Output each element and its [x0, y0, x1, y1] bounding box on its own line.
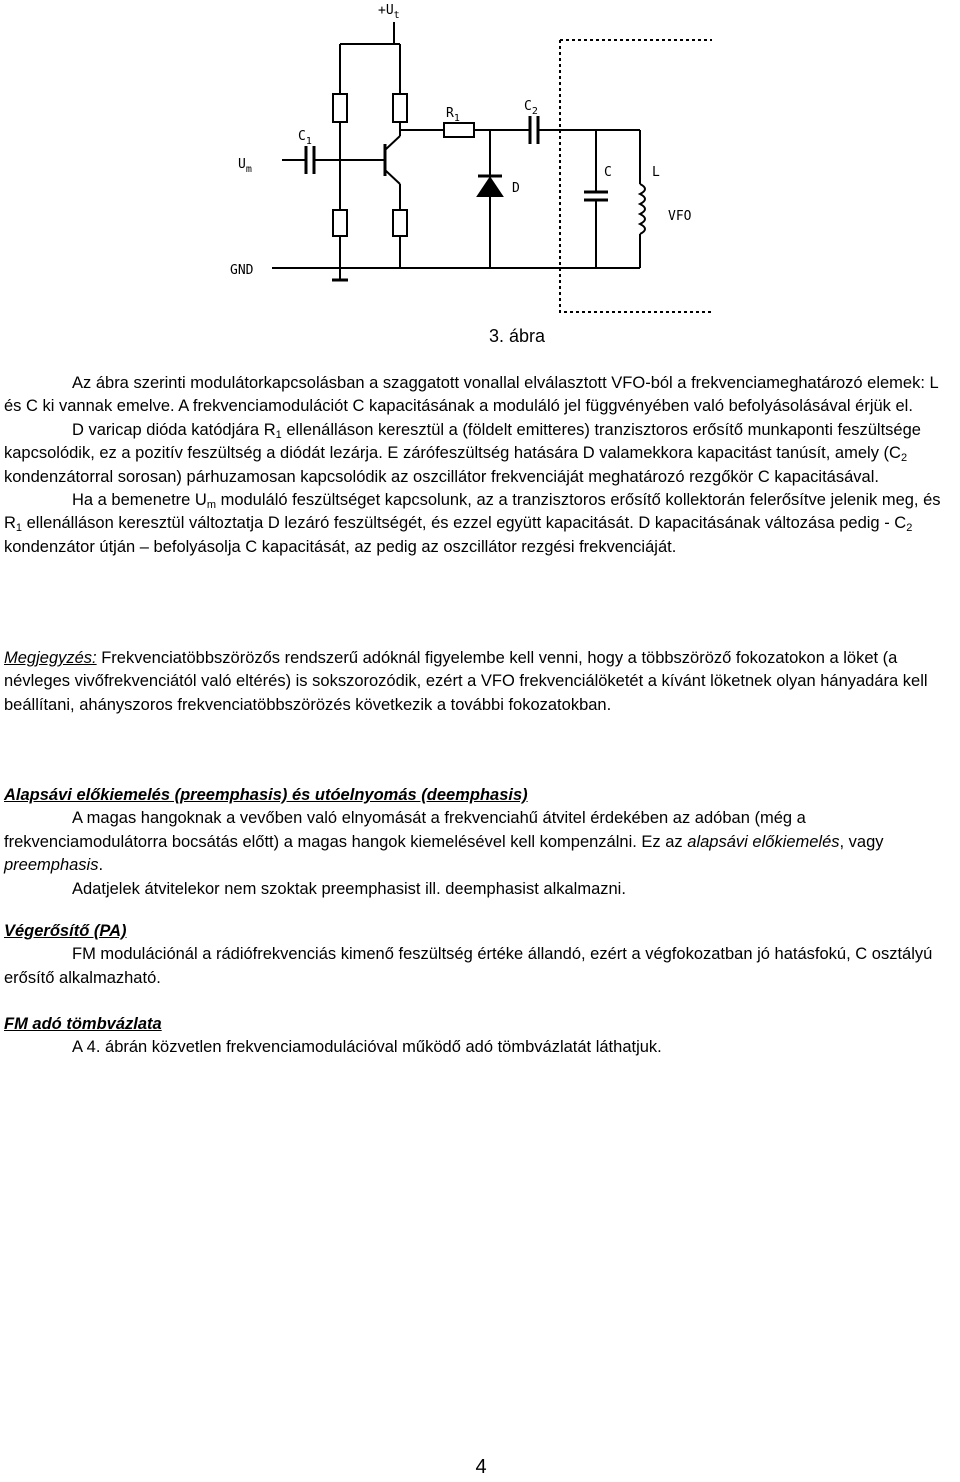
section-heading: Végerősítő (PA): [4, 922, 127, 940]
paragraph: D varicap dióda katódjára $R_1$ ellenálláson keresztül a (földelt emitteres) tranzisztoros erősítő munkaponti feszültsége kapcsolódik, ez a pozitív feszültség a diódát lezárja. E zárófeszültség hatására D valamekkora kapacitást tanúsít, amely ($C_2$ kondenzátorral sorosan) párhuzamosan kapcsolódik az oszcillátor frekvenciáját meghatározó rezgőkör C kapacitásával.: [4, 420, 921, 486]
paragraph: FM modulációnál a rádiófrekvenciás kimenő feszültség értéke állandó, ezért a végfokozatban jó hatásfokú, C osztályú erősítő alkalmazható.: [4, 945, 933, 987]
vfo-boundary: [560, 40, 712, 312]
paragraph: Az ábra szerinti modulátorkapcsolásban a szaggatott vonallal elválasztott VFO-ból a frekvenciameghatározó elemek: L és C ki vannak emelve. A frekvenciamodulációt C kapacitásának a moduláló jel függvényében való befolyásolásával érjük el.: [4, 374, 939, 416]
paragraph: A 4. ábrán közvetlen frekvenciamodulációval működő adó tömbvázlatát láthatjuk.: [72, 1038, 662, 1057]
bias-resistor-top: [333, 94, 347, 122]
bias-resistor-bottom: [333, 210, 347, 236]
label-c1: $C_1$: [298, 129, 312, 147]
paragraph: Ha a bemenetre $U_m$ moduláló feszültséget kapcsolunk, az a tranzisztoros erősítő kollektorán felerősítve jelenik meg, és $R_1$ ellenálláson keresztül változtatja D lezáró feszültségét, és ezzel együtt kapacitását. D kapacitásának változása pedig - $C_2$ kondenzátor útján – befolyásolja C kapacitását, az pedig az oszcillátor rezgési frekvenciáját.: [4, 491, 941, 556]
page-number: 4: [475, 1456, 487, 1478]
section-heading: FM adó tömbvázlata: [4, 1015, 162, 1033]
section-blockdiagram: [4, 1013, 956, 1060]
circuit-schematic: [0, 0, 960, 320]
resistor-r1: [444, 123, 474, 137]
note-block: [4, 647, 956, 717]
collector-resistor: [393, 94, 407, 122]
paragraph: A magas hangoknak a vevőben való elnyomását a frekvenciahű átvitel érdekében az adóban (még a frekvenciamodulátorra bocsátás előtt) a magas hangok kiemelésével kell kompenzálni. Ez az alapsávi előkiemelés, vagy preemphasis.: [4, 809, 884, 875]
section-preemphasis: [4, 784, 956, 901]
label-d: D: [512, 181, 520, 196]
label-um: $U_m$: [238, 157, 252, 175]
label-l: L: [652, 165, 660, 180]
section-heading: Alapsávi előkiemelés (preemphasis) és utóelnyomás (deemphasis): [4, 786, 528, 804]
label-c: C: [604, 165, 612, 180]
label-vplus: $+U_t$: [378, 3, 400, 21]
inductor-l: [640, 184, 645, 234]
emitter-resistor: [393, 210, 407, 236]
main-text: [4, 372, 956, 559]
transistor-collector: [385, 136, 400, 150]
diode-anode: [478, 178, 502, 196]
label-r1: $R_1$: [446, 106, 460, 124]
label-c2: $C_2$: [524, 99, 538, 117]
note: Megjegyzés: Frekvenciatöbbszörözős rendszerű adóknál figyelembe kell venni, hogy a többszöröző fokozatokon a löket (a névleges vivőfrekvenciától való eltérés) is sokszorozódik, ezért a VFO frekvenciálöketét a kívánt löketnek olyan hányadára kell beállítani, ahányszoros frekvenciatöbbszörözés következik a további fokozatokban.: [4, 649, 928, 714]
note-label: Megjegyzés:: [4, 649, 97, 667]
label-gnd: GND: [230, 263, 254, 278]
paragraph: Adatjelek átvitelekor nem szoktak preemphasist ill. deemphasist alkalmazni.: [72, 879, 626, 898]
section-pa: [4, 920, 956, 990]
transistor-emitter: [385, 170, 400, 184]
figure-caption: 3. ábra: [488, 326, 546, 346]
label-vfo: VFO: [668, 209, 692, 224]
